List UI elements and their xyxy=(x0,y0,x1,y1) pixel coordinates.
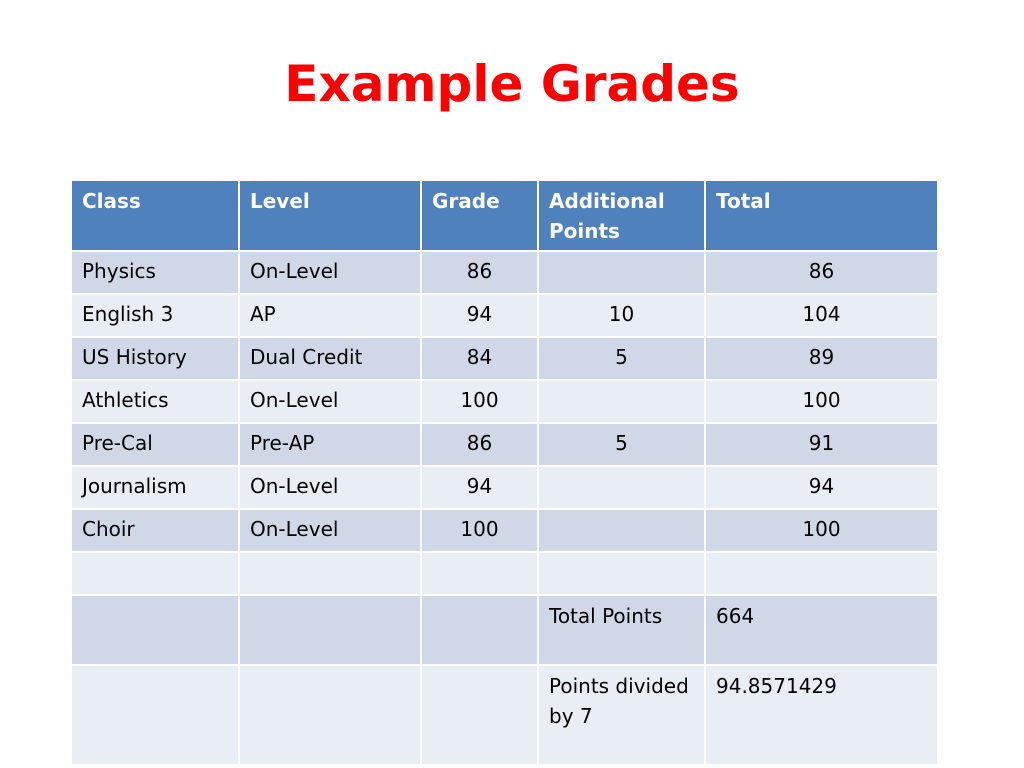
cell-grade: 100 xyxy=(421,509,538,552)
header-grade: Grade xyxy=(421,180,538,251)
cell-additional-points: 5 xyxy=(538,337,705,380)
header-total: Total xyxy=(705,180,938,251)
cell-class: Physics xyxy=(71,251,239,294)
table-row xyxy=(71,380,938,423)
header-class: Class xyxy=(71,180,239,251)
cell-class: Pre-Cal xyxy=(71,423,239,466)
table-row xyxy=(71,337,938,380)
cell-total xyxy=(705,552,938,595)
cell-class: Choir xyxy=(71,509,239,552)
empty-cell xyxy=(239,665,421,765)
cell-level: On-Level xyxy=(239,509,421,552)
cell-grade: 94 xyxy=(421,294,538,337)
average-row xyxy=(71,665,938,765)
table-row xyxy=(71,466,938,509)
cell-grade: 86 xyxy=(421,423,538,466)
cell-class: US History xyxy=(71,337,239,380)
cell-grade xyxy=(421,552,538,595)
empty-cell xyxy=(71,595,239,665)
cell-level xyxy=(239,552,421,595)
total-points-value: 664 xyxy=(705,595,938,665)
cell-total: 100 xyxy=(705,380,938,423)
empty-cell xyxy=(421,595,538,665)
header-additional-points: Additional Points xyxy=(538,180,705,251)
table-row xyxy=(71,423,938,466)
table-header-row xyxy=(71,180,938,251)
cell-total: 104 xyxy=(705,294,938,337)
empty-cell xyxy=(239,595,421,665)
table-row xyxy=(71,509,938,552)
cell-class: Athletics xyxy=(71,380,239,423)
cell-class: Journalism xyxy=(71,466,239,509)
cell-grade: 86 xyxy=(421,251,538,294)
grades-table xyxy=(70,179,939,766)
total-points-label: Total Points xyxy=(538,595,705,665)
cell-level: AP xyxy=(239,294,421,337)
cell-additional-points xyxy=(538,509,705,552)
total-points-row xyxy=(71,595,938,665)
cell-level: Dual Credit xyxy=(239,337,421,380)
cell-total: 91 xyxy=(705,423,938,466)
cell-level: On-Level xyxy=(239,251,421,294)
cell-additional-points xyxy=(538,466,705,509)
cell-grade: 84 xyxy=(421,337,538,380)
cell-total: 86 xyxy=(705,251,938,294)
cell-additional-points xyxy=(538,380,705,423)
cell-grade: 94 xyxy=(421,466,538,509)
cell-additional-points: 10 xyxy=(538,294,705,337)
table-row xyxy=(71,251,938,294)
cell-grade: 100 xyxy=(421,380,538,423)
cell-total: 89 xyxy=(705,337,938,380)
table-row xyxy=(71,294,938,337)
cell-class: English 3 xyxy=(71,294,239,337)
header-level: Level xyxy=(239,180,421,251)
cell-additional-points xyxy=(538,552,705,595)
average-value: 94.8571429 xyxy=(705,665,938,765)
cell-class xyxy=(71,552,239,595)
cell-total: 100 xyxy=(705,509,938,552)
cell-level: On-Level xyxy=(239,466,421,509)
cell-additional-points xyxy=(538,251,705,294)
cell-level: On-Level xyxy=(239,380,421,423)
empty-cell xyxy=(71,665,239,765)
table-row-empty xyxy=(71,552,938,595)
slide-title: Example Grades xyxy=(284,55,740,113)
average-label: Points divided by 7 xyxy=(538,665,705,765)
cell-additional-points: 5 xyxy=(538,423,705,466)
cell-total: 94 xyxy=(705,466,938,509)
empty-cell xyxy=(421,665,538,765)
cell-level: Pre-AP xyxy=(239,423,421,466)
